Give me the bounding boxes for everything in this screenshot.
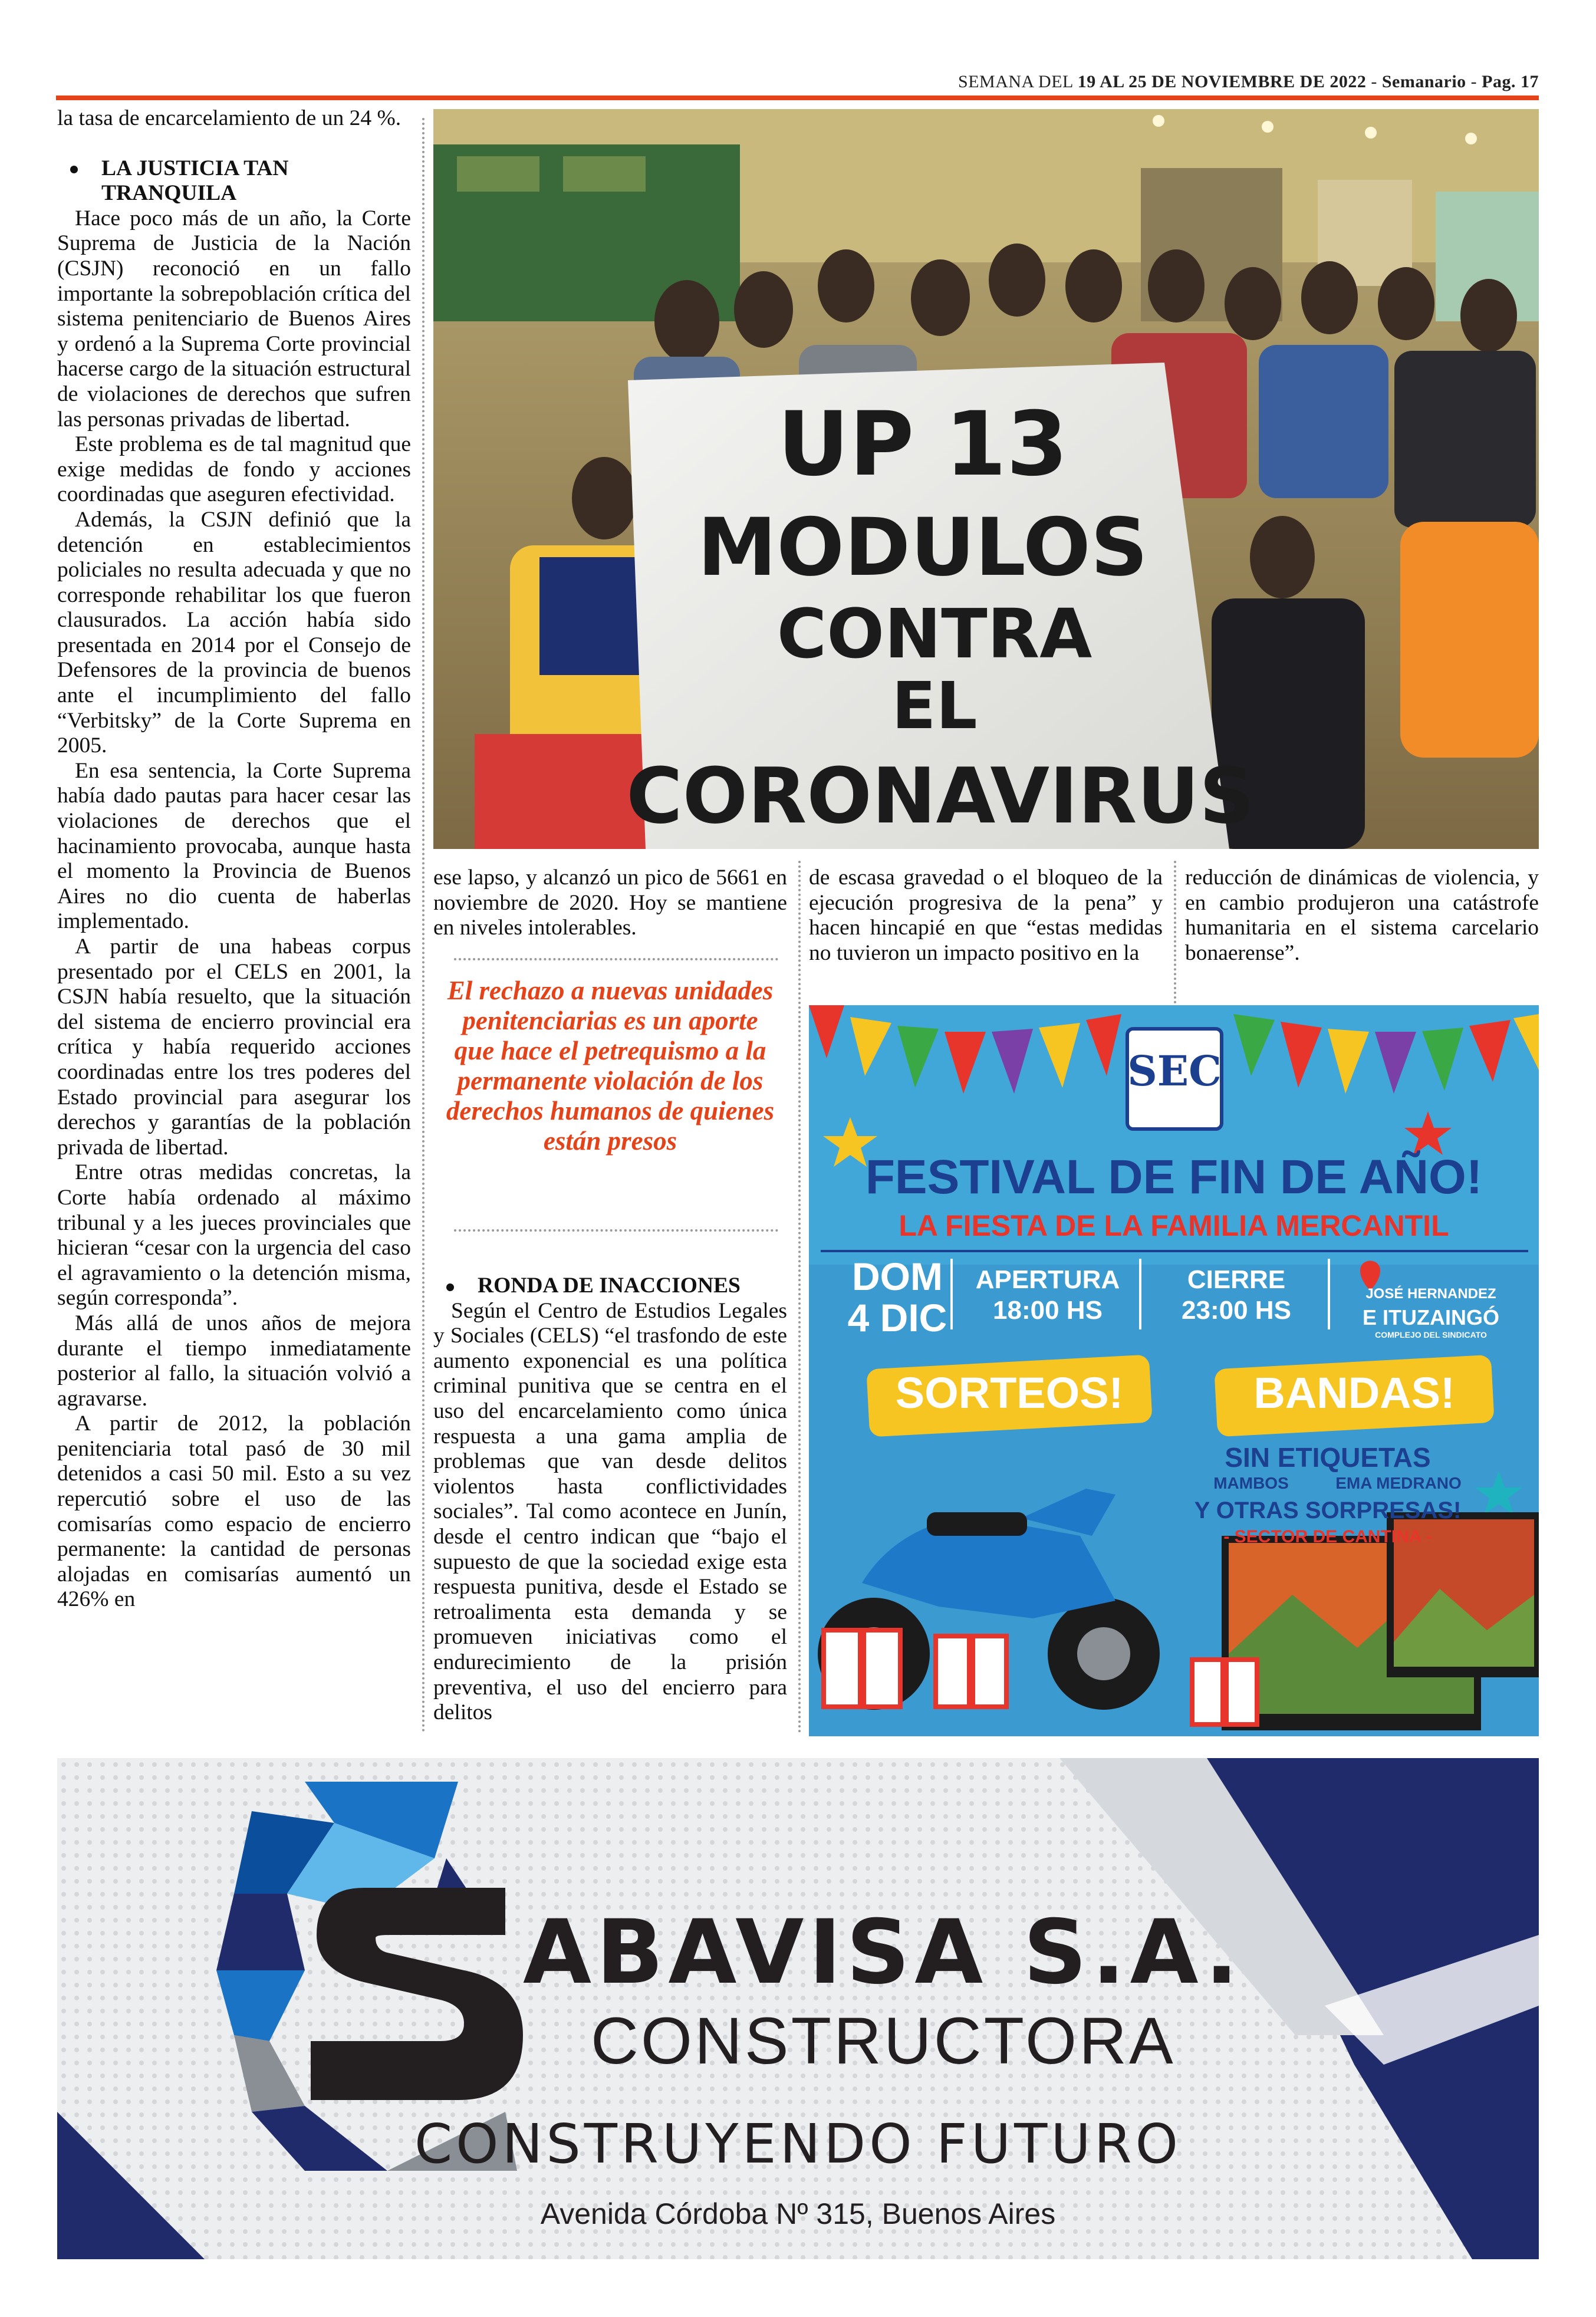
pull-quote-rule-top (454, 958, 778, 960)
header-page-number: Pag. 17 (1482, 72, 1539, 91)
banner-line-3: CONTRA (776, 595, 1092, 674)
article-column-1 (57, 106, 411, 1612)
article-paragraph: ese lapso, y alcanzó un pico de 5661 en noviembre de 2020. Hoy se mantiene en niveles intolerables. (433, 865, 787, 940)
article-paragraph: Entre otras medidas concretas, la Corte había ordenado al máximo tribunal y a les jueces provinciales que hicieran “cesar con la urgencia del caso el agravamiento o la detención misma, según corresponda”. (57, 1160, 411, 1311)
article-paragraph: A partir de 2012, la población penitenciaria total pasó de 30 mil detenidos a casi 50 mil. Esto a su vez repercutió sobre el uso de las comisarías como espacio de encierro permanente: la cantidad de personas alojadas en comisarías aumentó un 426% en (57, 1411, 411, 1612)
pull-quote-text: El rechazo a nuevas unidades penitenciarias es un aporte que hace el petrequismo a la permanente violación de los derechos humanos de quienes están presos (446, 976, 775, 1156)
closing-label: CIERRE (1187, 1265, 1286, 1294)
closing-time (1151, 1265, 1322, 1326)
venue (1334, 1282, 1528, 1340)
article-paragraph: Según el Centro de Estudios Legales y Sociales (CELS) “el trasfondo de este aumento exponencial es una política criminal punitiva que se centra en el uso del encarcelamiento como única respuesta a una gama amplia de problemas que van desde delitos violentos hasta conflictividades sociales”. Tal como acontece en Junín, desde el centro indican que “bajo el supuesto de que la sociedad exige esta respuesta punitiva, desde el Estado se retroalimenta esta demanda y se promueven iniciativas como el endurecimiento de la prisión preventiva, el uso del encierro para delitos (433, 1298, 787, 1725)
pull-quote-rule-bottom (454, 1229, 778, 1232)
venue-line-3: COMPLEJO DEL SINDICATO (1375, 1330, 1487, 1339)
header-week-prefix: SEMANA DEL (958, 72, 1073, 91)
opening-time (962, 1265, 1133, 1326)
header-rule (56, 96, 1539, 100)
column-divider (798, 861, 801, 1733)
article-lead: la tasa de encarcelamiento de un 24 %. (57, 106, 402, 130)
bullet-icon (433, 1273, 478, 1299)
article-paragraph: En esa sentencia, la Corte Suprema había dado pautas para hacer cesar las violaciones de derechos que el hacinamiento provocaba, aunque hasta el momento la Provincia de Buenos Aires no dio cuenta de haberlas implementado. (57, 758, 411, 934)
sorteos-label: SORTEOS! (895, 1368, 1124, 1417)
band-mambos: MAMBOS (1213, 1474, 1289, 1492)
header-week-dates: 19 AL 25 DE NOVIEMBRE DE 2022 (1077, 72, 1367, 91)
article-column-4 (1185, 865, 1539, 966)
venue-line-1: JOSÉ HERNANDEZ (1365, 1286, 1496, 1302)
article-column-3 (809, 865, 1163, 966)
photo-illustration (433, 109, 1539, 849)
festival-title: FESTIVAL DE FIN DE AÑO! (865, 1150, 1483, 1204)
company-address: Avenida Córdoba Nº 315, Buenos Aires (540, 2197, 1056, 2230)
event-day-label: DOM (852, 1255, 943, 1298)
sec-logo: SEC (1127, 1046, 1222, 1095)
opening-time-value: 18:00 HS (993, 1296, 1103, 1325)
opening-label: APERTURA (975, 1265, 1120, 1294)
page-header (56, 71, 1539, 106)
festival-subtitle: LA FIESTA DE LA FAMILIA MERCANTIL (899, 1209, 1449, 1242)
article-column-2 (433, 865, 787, 941)
band-sin-etiquetas: SIN ETIQUETAS (1225, 1442, 1431, 1473)
company-slogan: CONSTRUYENDO FUTURO (414, 2112, 1182, 2176)
section-heading-justicia (57, 156, 411, 206)
section-heading-label: RONDA DE INACCIONES (478, 1273, 741, 1298)
header-publication: Semanario (1381, 72, 1466, 91)
banner-line-1: UP 13 (777, 393, 1068, 496)
article-paragraph: Este problema es de tal magnitud que exige medidas de fondo y acciones coordinadas que aseguren efectividad. (57, 432, 411, 507)
venue-line-2: E ITUZAINGÓ (1363, 1305, 1499, 1329)
section-heading-ronda (433, 1273, 787, 1299)
article-column-2-continued (433, 1273, 787, 1726)
closing-time-value: 23:00 HS (1182, 1296, 1291, 1325)
bullet-icon (57, 156, 101, 206)
more-surprises: Y OTRAS SORPRESAS! (1194, 1498, 1462, 1523)
band-ema-medrano: EMA MEDRANO (1335, 1474, 1462, 1492)
section-heading-label: LA JUSTICIA TAN TRANQUILA (101, 156, 289, 206)
banner-line-2: MODULOS (697, 501, 1148, 594)
sabavisa-advertisement (57, 1758, 1539, 2259)
pull-quote (439, 958, 781, 1235)
article-paragraph: reducción de dinámicas de violencia, y en cambio produjeron una catástrofe humanitaria en el sistema carcelario bonaerense”. (1185, 865, 1539, 965)
column-divider (1174, 861, 1176, 1008)
article-paragraph: Además, la CSJN definió que la detención en establecimientos policiales no resulta adecuada y que no corresponde rehabilitar los que fueron clausurados. La acción había sido presentada en 2014 por el Consejo de Defensores de la provincia de buenos ante el incumplimiento del fallo “Verbitsky” de la Corte Suprema en 2005. (57, 507, 411, 758)
prison-protest-photo (433, 109, 1539, 849)
festival-advertisement (809, 1005, 1539, 1736)
article-paragraph: de escasa gravedad o el bloqueo de la ejecución progresiva de la pena” y hacen hincapié en que “estas medidas no tuvieron un impacto positivo en la (809, 865, 1163, 965)
company-name: ABAVISA S.A. (523, 1901, 1243, 2004)
article-paragraph: Hace poco más de un año, la Corte Suprema de Justicia de la Nación (CSJN) reconoció en un fallo importante la sobrepoblación crítica del sistema penitenciario de Buenos Aires y ordenó a la Suprema Corte provincial hacerse cargo de la situación estructural de violaciones de derechos que sufren las personas privadas de libertad. (57, 206, 411, 432)
article-paragraph: Más allá de unos años de mejora durante el tiempo inmediatamente posterior al fallo, la situación volvió a agravarse. (57, 1311, 411, 1411)
article-paragraph: A partir de una habeas corpus presentado por el CELS en 2001, la CSJN había resuelto, que la situación del sistema de encierro provincial era crítica y había requerido acciones coordinadas entre los tres poderes del Estado provincial para asegurar los derechos y garantías de la población privada de libertad. (57, 934, 411, 1160)
banner-line-5: CORONAVIRUS (626, 751, 1255, 841)
header-text: SEMANA DEL 19 AL 25 DE NOVIEMBRE DE 2022 - Semanario - Pag. 17 (958, 72, 1539, 91)
cantina-sector: - SECTOR DE CANTINA - (1223, 1527, 1432, 1546)
event-day (844, 1256, 950, 1338)
event-date: 4 DIC (847, 1296, 947, 1339)
bandas-label: BANDAS! (1253, 1368, 1455, 1417)
banner-line-4: EL (891, 668, 978, 743)
company-kind: CONSTRUCTORA (591, 2004, 1176, 2078)
column-divider (422, 118, 424, 1733)
